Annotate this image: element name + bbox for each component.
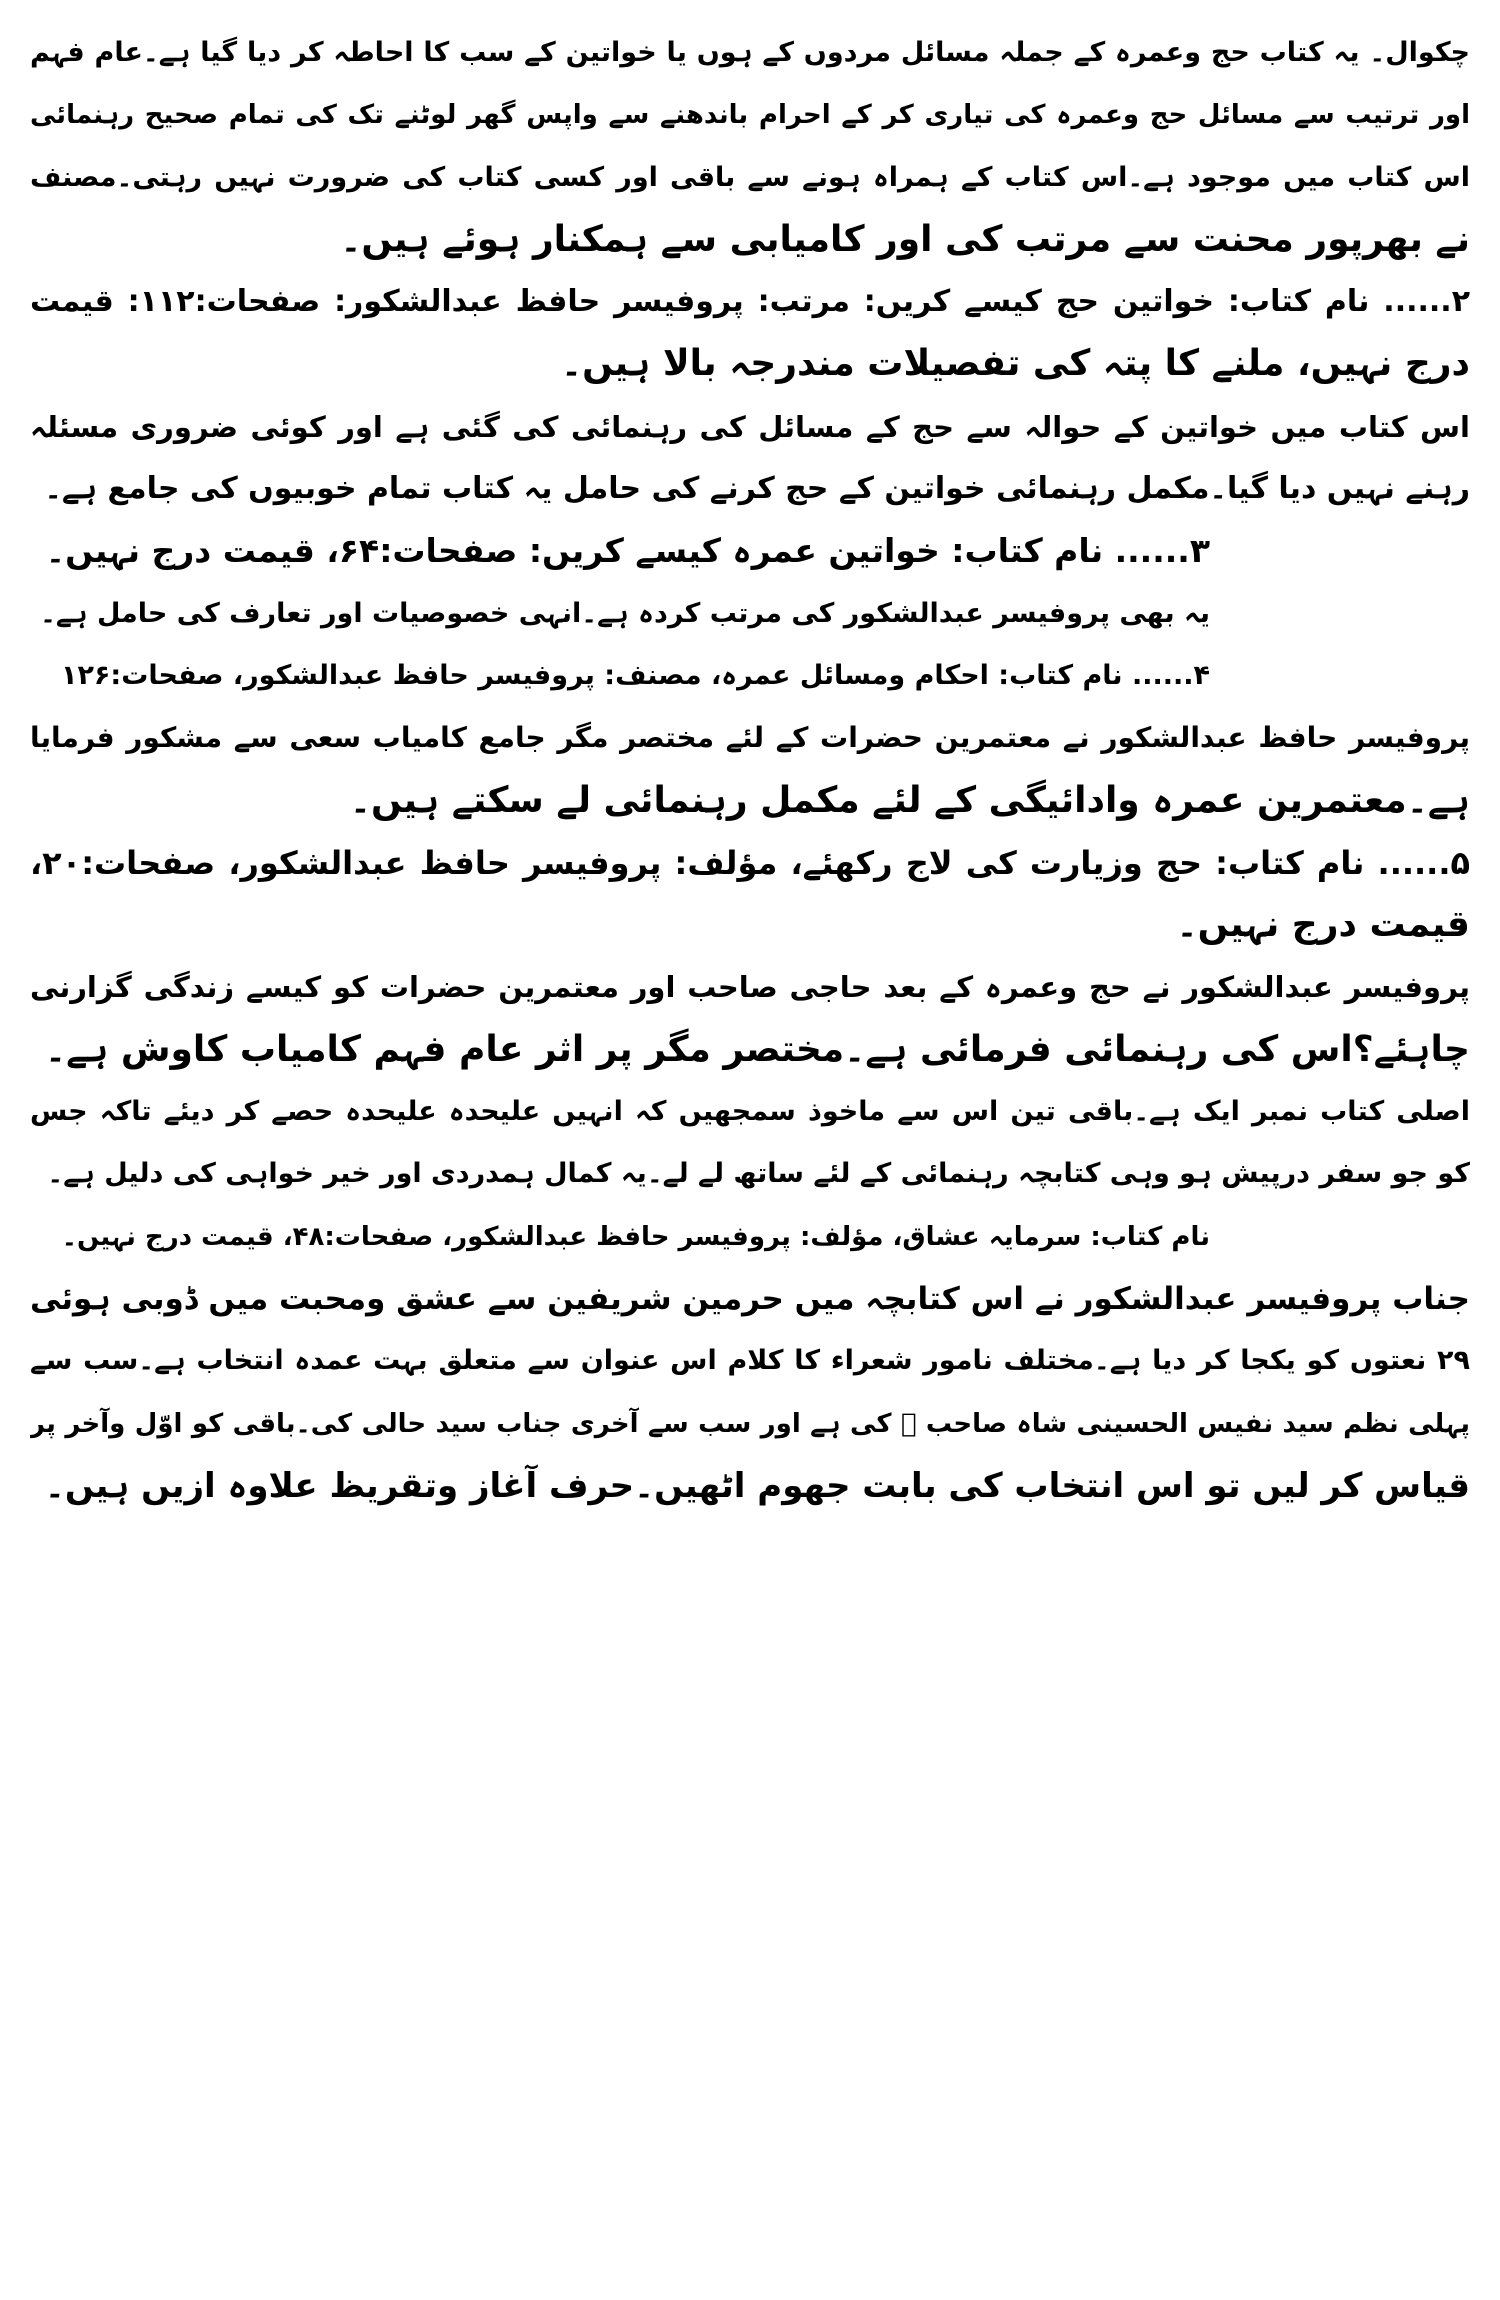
text-line: ۲۹ نعتوں کو یکجا کر دیا ہے۔مختلف نامور شعراء کا کلام اس عنوان سے متعلق بہت عمدہ انتخاب ہے۔سب سے (30, 1345, 1470, 1377)
text-line: اور ترتیب سے مسائل حج وعمرہ کی تیاری کر کے احرام باندھنے سے واپس گھر لوٹنے تک کی تمام صحیح رہنمائی (30, 100, 1470, 131)
text-line: پروفیسر حافظ عبدالشکور نے معتمرین حضرات کے لئے مختصر مگر جامع کامیاب سعی سے مشکور فرمایا (30, 721, 1470, 755)
text-line: پہلی نظم سید نفیس الحسینی شاہ صاحب ﷫ کی ہے اور سب سے آخری جناب سید حالی کی۔باقی کو اوّل وآخر پر (30, 1408, 1470, 1439)
book-entry-heading: ۴...... نام کتاب: احکام ومسائل عمرہ، مصنف: پروفیسر حافظ عبدالشکور، صفحات:۱۲۶ (60, 659, 1210, 691)
text-line: کو جو سفر درپیش ہو وہی کتابچہ رہنمائی کے لئے ساتھ لے لے۔یہ کمال ہمدردی اور خیر خواہی کی دلیل ہے۔ (47, 1158, 1470, 1190)
book-entry-heading: نام کتاب: سرمایہ عشاق، مؤلف: پروفیسر حافظ عبدالشکور، صفحات:۴۸، قیمت درج نہیں۔ (61, 1221, 1210, 1252)
text-line: نے بھرپور محنت سے مرتب کی اور کامیابی سے ہمکنار ہوئے ہیں۔ (340, 218, 1470, 260)
text-line: یہ بھی پروفیسر عبدالشکور کی مرتب کردہ ہے۔انہی خصوصیات اور تعارف کی حامل ہے۔ (40, 597, 1210, 629)
text-line: قیمت درج نہیں۔ (1176, 904, 1470, 946)
text-line: قیاس کر لیں تو اس انتخاب کی بابت جھوم اٹھیں۔حرف آغاز وتقریظ علاوہ ازیں ہیں۔ (44, 1465, 1470, 1506)
text-line: چاہئے؟اس کی رہنمائی فرمائی ہے۔مختصر مگر پر اثر عام فہم کامیاب کاوش ہے۔ (45, 1028, 1470, 1070)
text-line: اصلی کتاب نمبر ایک ہے۔باقی تین اس سے ماخوذ سمجھیں کہ انہیں علیحدہ علیحدہ حصے کر دیئے تاکہ جس (30, 1096, 1470, 1128)
book-entry-heading: ۳...... نام کتاب: خواتین عمرہ کیسے کریں: صفحات:۶۴، قیمت درج نہیں۔ (45, 531, 1210, 571)
text-line: پروفیسر عبدالشکور نے حج وعمرہ کے بعد حاجی صاحب اور معتمرین حضرات کو کیسے زندگی گزارنی (30, 970, 1470, 1005)
text-line: اس کتاب میں خواتین کے حوالہ سے حج کے مسائل کی رہنمائی کی گئی ہے اور کوئی ضروری مسئلہ (30, 409, 1470, 444)
text-line: اس کتاب میں موجود ہے۔اس کتاب کے ہمراہ ہونے سے باقی اور کسی کتاب کی ضرورت نہیں رہتی۔مصنف (30, 161, 1470, 193)
text-line: درج نہیں، ملنے کا پتہ کی تفصیلات مندرجہ بالا ہیں۔ (561, 343, 1470, 385)
text-line: چکوال۔ یہ کتاب حج وعمرہ کے جملہ مسائل مردوں کے ہوں یا خواتین کے سب کا احاطہ کر دیا گیا ہے۔عام فہم (30, 37, 1470, 68)
text-line: رہنے نہیں دیا گیا۔مکمل رہنمائی خواتین کے حج کرنے کی حامل یہ کتاب تمام خوبیوں کی جامع ہے۔ (44, 471, 1470, 507)
text-line: ہے۔معتمرین عمرہ وادائیگی کے لئے مکمل رہنمائی لے سکتے ہیں۔ (349, 779, 1470, 821)
text-line: جناب پروفیسر عبدالشکور نے اس کتابچہ میں حرمین شریفین سے عشق ومحبت میں ڈوبی ہوئی (30, 1280, 1470, 1317)
book-entry-heading: ۵...... نام کتاب: حج وزیارت کی لاج رکھئے، مؤلف: پروفیسر حافظ عبدالشکور، صفحات:۲۰، (30, 843, 1470, 882)
book-entry-heading: ۲...... نام کتاب: خواتین حج کیسے کریں: مرتب: پروفیسر حافظ عبدالشکور: صفحات:۱۱۲: قیمت (30, 284, 1470, 320)
